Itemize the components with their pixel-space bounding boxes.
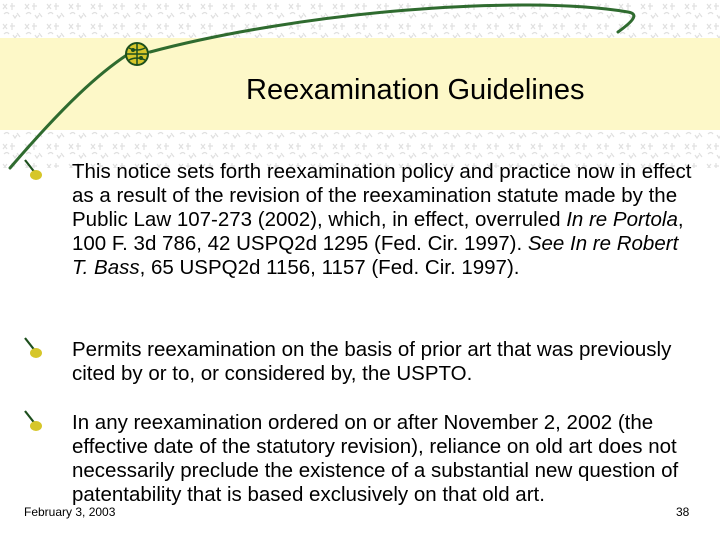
bullet-2-text: Permits reexamination on the basis of prior art that was previously cited by or to, or considered by, the USPTO. — [72, 338, 672, 385]
bullet-1-text-c: , 65 USPQ2d 1156, 1157 (Fed. Cir. 1997). — [139, 256, 520, 279]
bullet-text-2 — [72, 338, 698, 386]
bullet-1-text-b: , 100 F. 3d 786, 42 USPQ2d 1295 (Fed. Cir. 1997). — [72, 208, 684, 255]
slide-title: Reexamination Guidelines — [246, 74, 585, 106]
bullet-text-3 — [72, 411, 698, 507]
leaf-bullet-icon — [20, 335, 46, 361]
bullet-1-text-a: This notice sets forth reexamination policy and practice now in effect as a result of the revision of the reexamination statute made by the Public Law 107-273 (2002), which, in effect, overruled — [72, 160, 692, 231]
leaf-bullet-icon — [20, 408, 46, 434]
leaf-bullet-icon — [20, 157, 46, 183]
page-number: 38 — [676, 505, 690, 519]
case-citation-bass: See In re Robert T. Bass — [72, 232, 679, 279]
footer-date: February 3, 2003 — [24, 505, 116, 519]
bullet-text-1 — [72, 160, 698, 280]
case-citation-portola: In re Portola — [566, 208, 678, 231]
bullet-3-text: In any reexamination ordered on or after November 2, 2002 (the effective date of the statutory revision), reliance on old art does not necessarily preclude the existence of a substantial new question of patentability that is based exclusively on that old art. — [72, 411, 679, 506]
